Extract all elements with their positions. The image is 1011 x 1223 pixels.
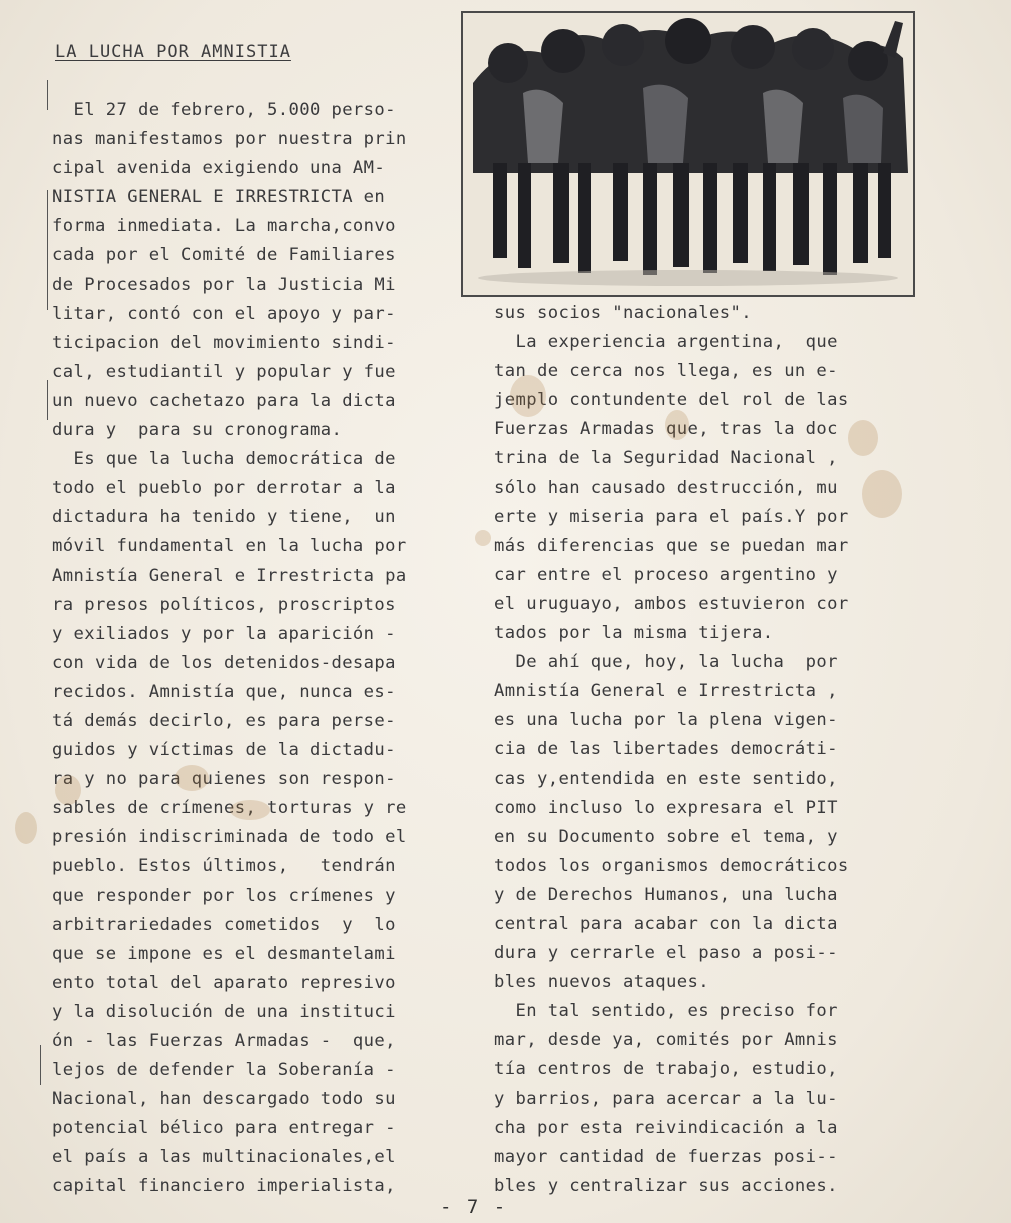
text-line: cal, estudiantil y popular y fue (52, 361, 396, 382)
text-line: que responder por los crímenes y (52, 885, 396, 906)
text-line: recidos. Amnistía que, nunca es- (52, 681, 396, 702)
text-line: ra presos políticos, proscriptos (52, 594, 396, 615)
text-line: sus socios "nacionales". (494, 303, 752, 323)
text-line: mayor cantidad de fuerzas posi-- (494, 1146, 838, 1167)
text-line: De ahí que, hoy, la lucha por (494, 652, 838, 673)
text-line: NISTIA GENERAL E IRRESTRICTA en (52, 187, 386, 208)
text-line: arbitrariedades cometidos y lo (52, 914, 396, 935)
text-line: mar, desde ya, comités por Amnis (494, 1030, 838, 1051)
text-line: móvil fundamental en la lucha por (52, 536, 407, 557)
text-line: tá demás decirlo, es para perse- (52, 710, 396, 731)
margin-mark (47, 380, 48, 420)
text-line: Es que la lucha democrática de (52, 449, 396, 470)
text-line: central para acabar con la dicta (494, 913, 838, 934)
page-number: - 7 - (440, 1196, 508, 1218)
stain-mark (15, 812, 37, 844)
text-line: el país a las multinacionales,el (52, 1147, 396, 1168)
stain-mark (230, 800, 270, 820)
text-line: y de Derechos Humanos, una lucha (494, 884, 838, 905)
text-line: Fuerzas Armadas que, tras la doc (494, 419, 838, 440)
text-line: guidos y víctimas de la dictadu- (52, 740, 396, 761)
stain-mark (175, 765, 209, 791)
text-line: bles y centralizar sus acciones. (494, 1175, 838, 1196)
text-line: La experiencia argentina, que (494, 332, 838, 353)
text-line: todo el pueblo por derrotar a la (52, 478, 396, 499)
text-line: tía centros de trabajo, estudio, (494, 1059, 838, 1080)
text-line: sólo han causado destrucción, mu (494, 477, 838, 498)
text-line: Amnistía General e Irrestricta pa (52, 565, 407, 586)
article-title: LA LUCHA POR AMNISTIA (55, 42, 291, 62)
text-line: cas y,entendida en este sentido, (494, 768, 838, 789)
stain-mark (475, 530, 491, 546)
text-line: y exiliados y por la aparición - (52, 623, 396, 644)
text-line: cada por el Comité de Familiares (52, 245, 396, 266)
text-line: el uruguayo, ambos estuvieron cor (494, 593, 849, 614)
text-line: erte y miseria para el país.Y por (494, 506, 849, 527)
text-line: ento total del aparato represivo (52, 972, 396, 993)
text-line: Nacional, han descargado todo su (52, 1089, 396, 1110)
stain-mark (862, 470, 902, 518)
text-line: lejos de defender la Soberanía - (52, 1060, 396, 1081)
text-line: como incluso lo expresara el PIT (494, 797, 838, 818)
margin-mark (40, 1045, 41, 1085)
text-line: En tal sentido, es preciso for (494, 1001, 838, 1022)
text-line: potencial bélico para entregar - (52, 1118, 396, 1139)
text-line: y barrios, para acercar a la lu- (494, 1088, 838, 1109)
crowd-illustration (463, 13, 913, 295)
text-line: Amnistía General e Irrestricta , (494, 681, 838, 702)
text-line: de Procesados por la Justicia Mi (52, 274, 396, 295)
text-line: pueblo. Estos últimos, tendrán (52, 856, 396, 877)
text-line: bles nuevos ataques. (494, 972, 709, 993)
text-line: jemplo contundente del rol de las (494, 390, 849, 411)
text-line: cia de las libertades democráti- (494, 739, 838, 760)
text-line: presión indiscriminada de todo el (52, 827, 407, 848)
text-line: cipal avenida exigiendo una AM- (52, 158, 386, 179)
text-line: ra y no para quienes son respon- (52, 769, 396, 790)
text-line: car entre el proceso argentino y (494, 564, 838, 585)
text-line: y la disolución de una instituci (52, 1001, 396, 1022)
margin-mark (47, 190, 48, 310)
text-line: dura y para su cronograma. (52, 420, 343, 441)
text-line: tados por la misma tijera. (494, 623, 774, 644)
text-line: nas manifestamos por nuestra prin (52, 129, 407, 150)
text-line: capital financiero imperialista, (52, 1176, 396, 1197)
left-column (52, 96, 464, 1202)
text-line: dura y cerrarle el paso a posi-- (494, 943, 838, 964)
text-line: El 27 de febrero, 5.000 perso- (52, 100, 396, 120)
text-line: todos los organismos democráticos (494, 855, 849, 876)
text-line: forma inmediata. La marcha,convo (52, 216, 396, 237)
text-line: cha por esta reivindicación a la (494, 1117, 838, 1138)
stain-mark (510, 375, 546, 417)
text-line: dictadura ha tenido y tiene, un (52, 507, 396, 528)
stain-mark (665, 410, 689, 440)
text-line: tan de cerca nos llega, es un e- (494, 361, 838, 382)
text-line: litar, contó con el apoyo y par- (52, 303, 396, 324)
text-line: en su Documento sobre el tema, y (494, 826, 838, 847)
stain-mark (55, 775, 81, 805)
right-column (494, 299, 908, 1201)
text-line: es una lucha por la plena vigen- (494, 710, 838, 731)
march-photo (461, 11, 915, 297)
margin-mark (47, 80, 48, 110)
text-line: con vida de los detenidos-desapa (52, 652, 396, 673)
text-line: ticipacion del movimiento sindi- (52, 332, 396, 353)
text-line: un nuevo cachetazo para la dicta (52, 390, 396, 411)
stain-mark (848, 420, 878, 456)
text-line: ón - las Fuerzas Armadas - que, (52, 1031, 396, 1051)
text-line: trina de la Seguridad Nacional , (494, 448, 838, 469)
text-line: sables de crímenes, torturas y re (52, 798, 407, 819)
text-line: que se impone es el desmantelami (52, 943, 396, 964)
text-line: más diferencias que se puedan mar (494, 535, 849, 556)
